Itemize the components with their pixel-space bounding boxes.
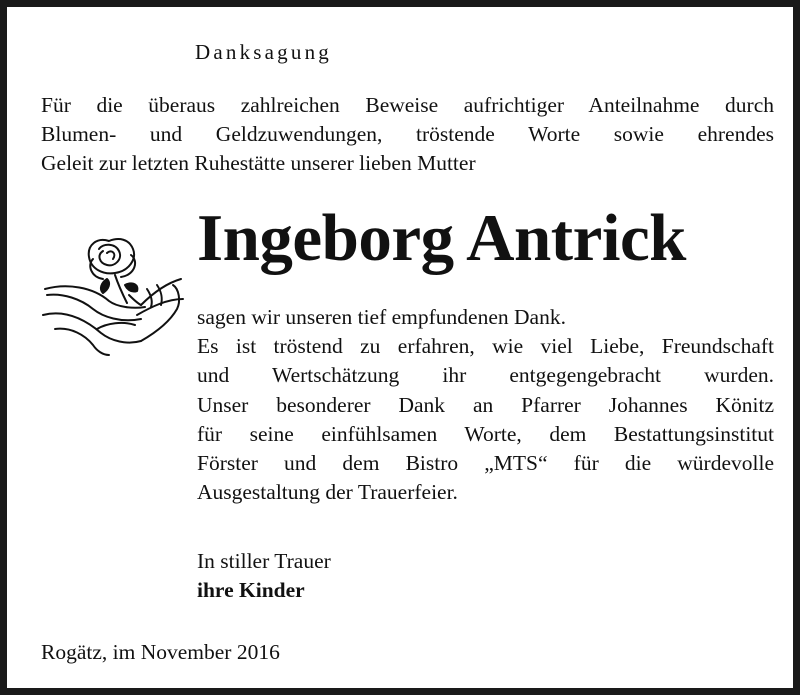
intro-line: Für die überaus zahlreichen Beweise aufrichtiger Anteilnahme durch	[41, 93, 774, 117]
body-line: für seine einfühlsamen Worte, dem Bestattungsinstitut	[197, 421, 774, 446]
body-line: Unser besonderer Dank an Pfarrer Johannes Könitz	[197, 392, 774, 417]
body-line: und Wertschätzung ihr entgegengebracht wurden.	[197, 363, 774, 388]
body-line: Förster und dem Bistro „MTS“ für die würdevolle	[197, 451, 774, 476]
intro-paragraph	[41, 91, 774, 178]
notice-heading: Danksagung	[195, 40, 332, 64]
place-date: Rogätz, im November 2016	[41, 640, 280, 664]
rose-in-hands-icon	[37, 229, 187, 359]
body-line: Es ist tröstend zu erfahren, wie viel Liebe, Freundschaft	[197, 334, 774, 359]
body-paragraph	[197, 303, 774, 507]
intro-line: Blumen- und Geldzuwendungen, tröstende Worte sowie ehrendes	[41, 122, 774, 146]
signature: ihre Kinder	[197, 578, 305, 602]
body-line: sagen wir unseren tief empfundenen Dank.	[197, 305, 566, 329]
body-line: Ausgestaltung der Trauerfeier.	[197, 480, 458, 505]
intro-line: Geleit zur letzten Ruhestätte unserer lieben Mutter	[41, 151, 476, 175]
deceased-name: Ingeborg Antrick	[197, 201, 686, 275]
closing-line: In stiller Trauer	[197, 549, 331, 573]
